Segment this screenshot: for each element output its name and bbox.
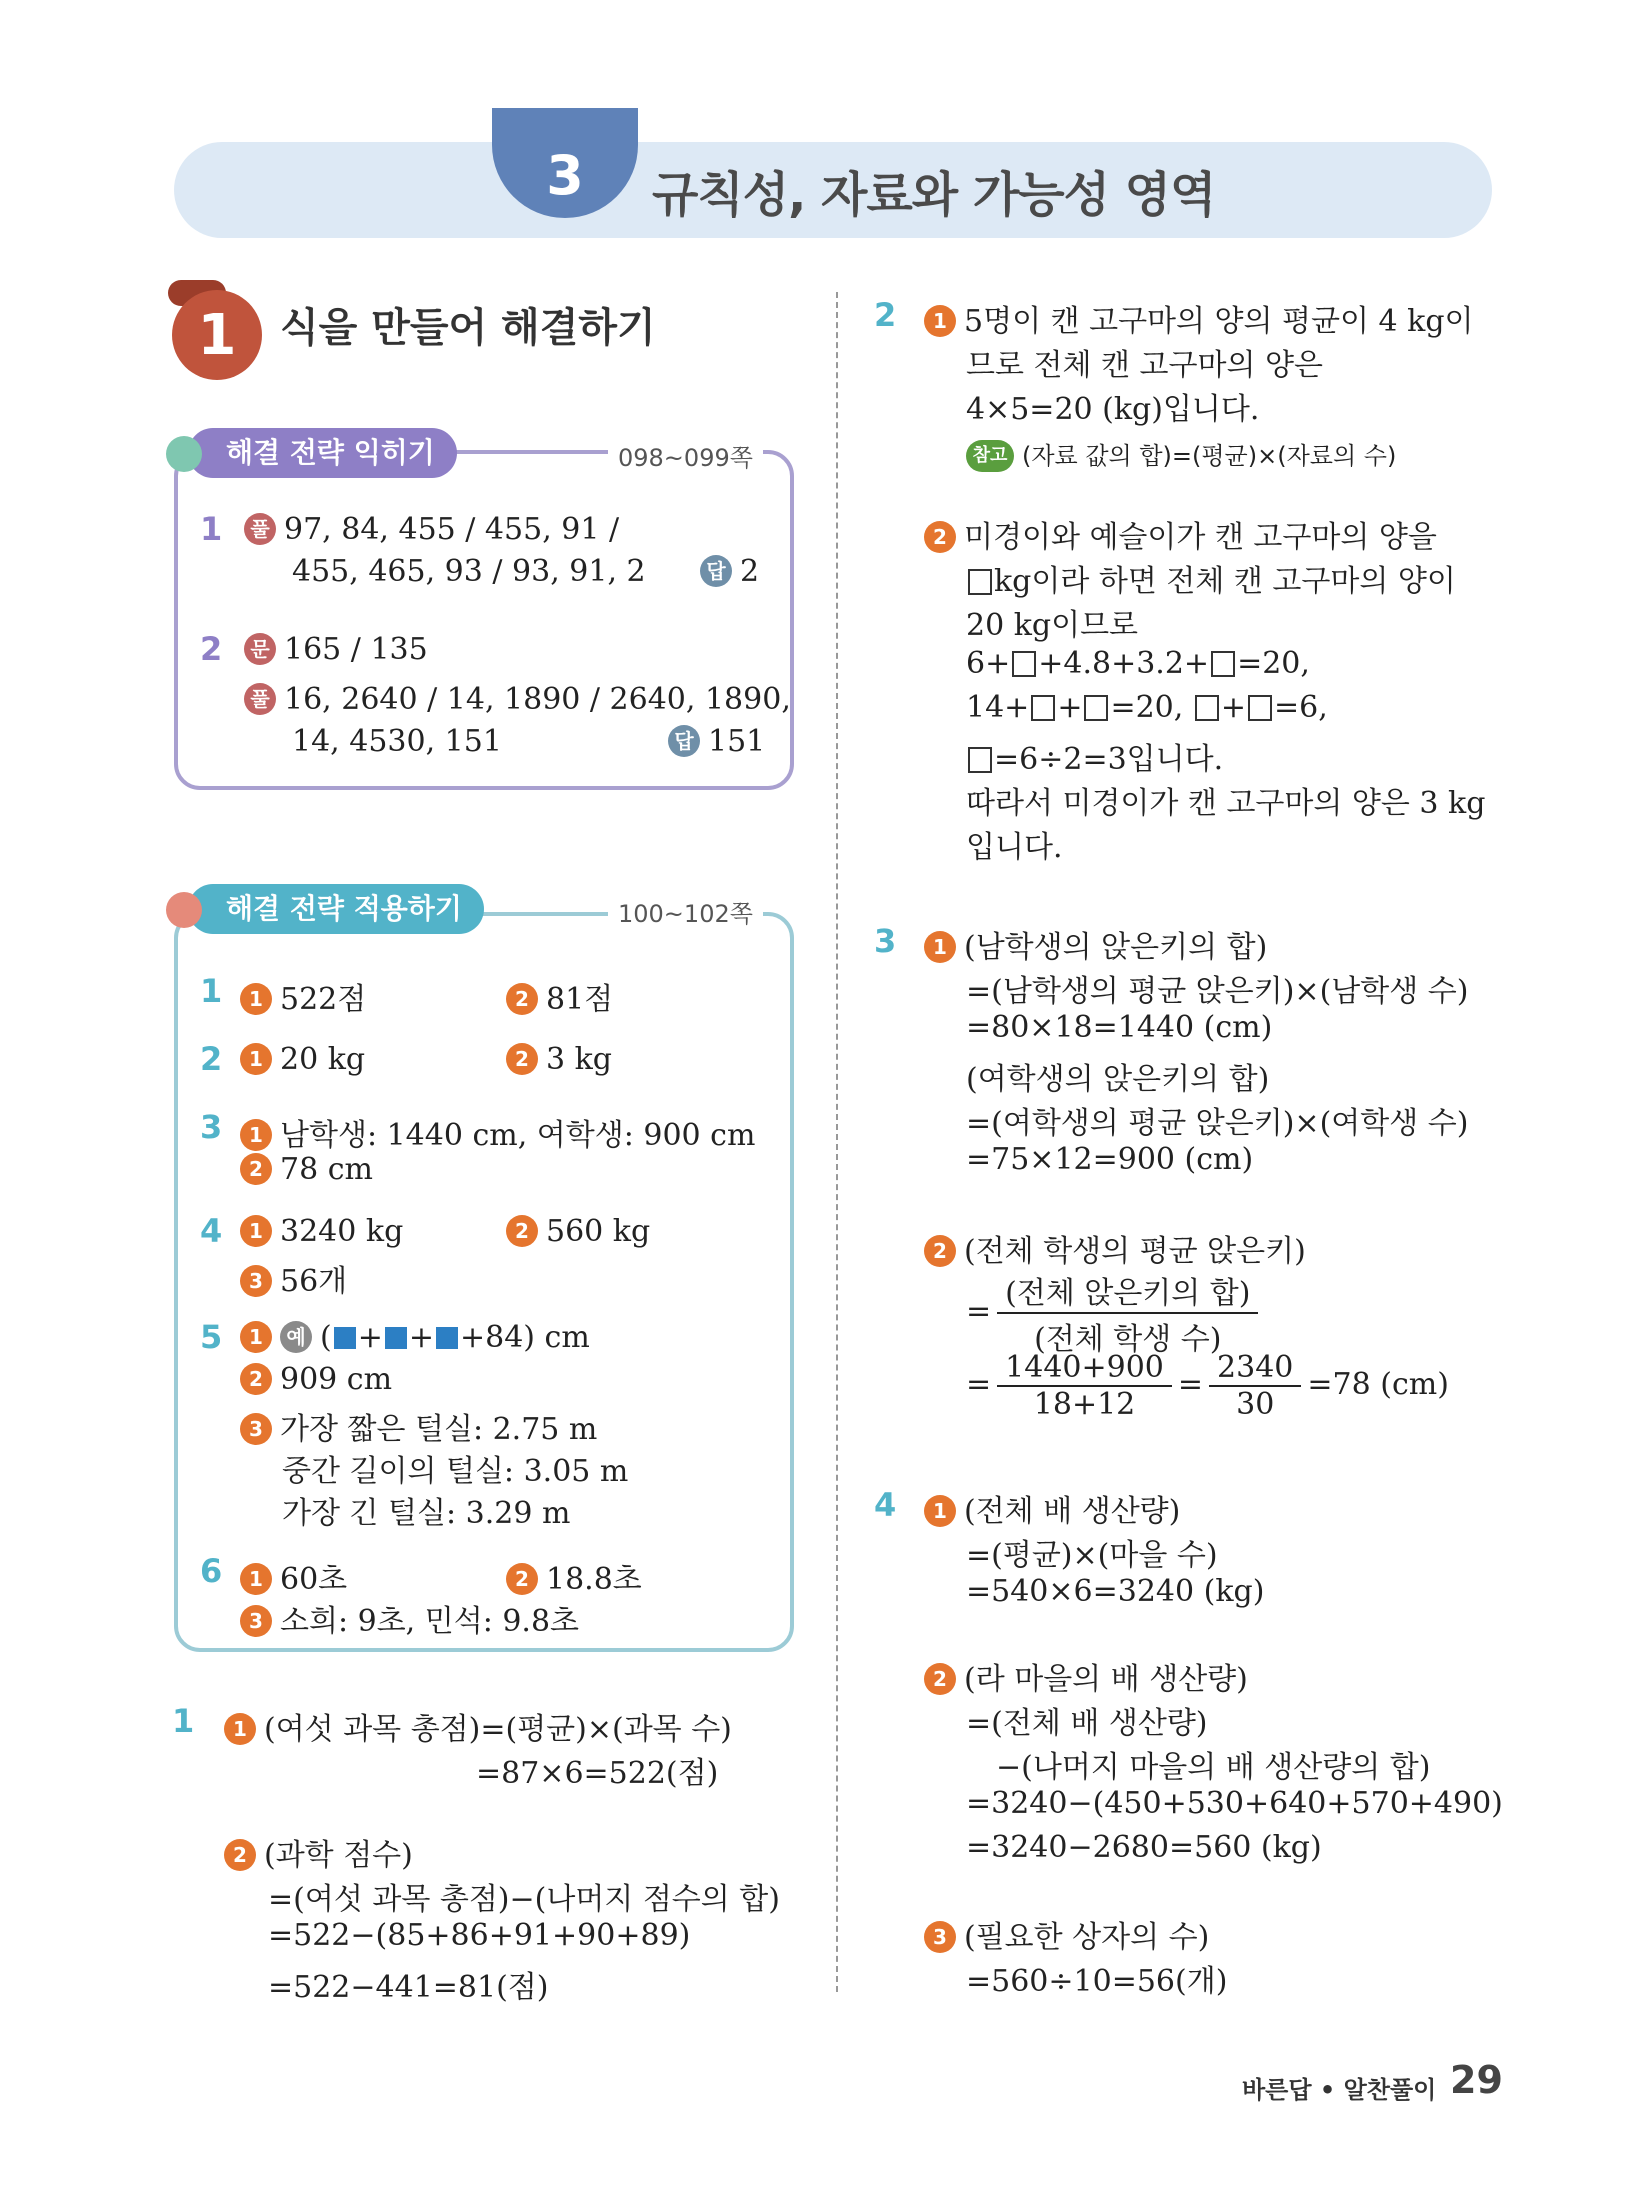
answer-marker-icon: 답: [668, 725, 700, 757]
solution-line: =(평균)×(마을 수): [966, 1538, 1218, 1573]
answer-part: 2 18.8초: [506, 1554, 642, 1598]
solution-line: 따라서 미경이가 캔 고구마의 양은 3 kg: [966, 786, 1486, 821]
problem-number: 1: [172, 1702, 195, 1740]
answer-part: 3 소희: 9초, 민석: 9.8초: [240, 1596, 579, 1640]
step-1-icon: 1: [240, 1215, 272, 1247]
solution-line: 1 (전체 배 생산량): [924, 1486, 1180, 1530]
blank-box-icon: [1084, 695, 1108, 721]
blank-box-icon: [968, 569, 992, 595]
blue-square-icon: [334, 1327, 356, 1349]
solution-line: kg이라 하면 전체 캔 고구마의 양이: [966, 556, 1456, 600]
mascot-icon: [166, 892, 202, 928]
problem-number: 3: [200, 1108, 223, 1146]
note-line: 참고 (자료 값의 합)=(평균)×(자료의 수): [966, 436, 1396, 472]
section-title: 식을 만들어 해결하기: [280, 305, 656, 351]
answer-part: 1 3240 kg: [240, 1214, 403, 1249]
fraction: $\frac{2340}{30}$: [1209, 1350, 1301, 1422]
blank-box-icon: [1195, 695, 1219, 721]
solution-line: =(여섯 과목 총점)−(나머지 점수의 합): [268, 1882, 780, 1917]
chapter-number: 3: [546, 144, 584, 207]
solution-line: −(나머지 마을의 배 생산량의 합): [996, 1750, 1431, 1785]
problem-number: 2: [874, 296, 897, 334]
solution-line: 므로 전체 캔 고구마의 양은: [966, 348, 1323, 383]
fraction-line: = $\frac{\text{(전체 앉은키의 합)}}{\text{(전체 학생 수)}}$: [966, 1268, 1264, 1358]
problem-number: 1: [200, 510, 223, 548]
page-range: 098~099쪽: [608, 438, 763, 473]
solution-line: 2 미경이와 예슬이가 캔 고구마의 양을: [924, 512, 1437, 556]
answer-part: 1 예 ( + + +84) cm: [240, 1320, 590, 1355]
answer-part: 3 56개: [240, 1256, 347, 1300]
step-1-icon: 1: [240, 1043, 272, 1075]
note-marker-icon: 참고: [966, 440, 1014, 472]
solution-line: =87×6=522(점): [476, 1756, 719, 1791]
step-3-icon: 3: [924, 1921, 956, 1953]
answer-part: 1 남학생: 1440 cm, 여학생: 900 cm: [240, 1110, 755, 1154]
step-1-icon: 1: [924, 305, 956, 337]
answer-part: 2 560 kg: [506, 1214, 650, 1249]
blank-box-icon: [968, 747, 992, 773]
problem-number: 2: [200, 1040, 223, 1078]
solution-line: 3 (필요한 상자의 수): [924, 1912, 1209, 1956]
question-line: 문 165 / 135: [244, 632, 428, 667]
solution-line: =(전체 배 생산량): [966, 1706, 1208, 1741]
fraction: $\frac{1440+900}{18+12}$: [997, 1350, 1172, 1422]
fraction-line: = $\frac{1440+900}{18+12}$ = $\frac{2340}{30}$ =78 (cm): [966, 1350, 1449, 1422]
answer-part: 1 60초: [240, 1554, 347, 1598]
step-2-icon: 2: [506, 1563, 538, 1595]
solution-line: =3240−(450+530+640+570+490): [966, 1786, 1503, 1821]
solution-line: =522−(85+86+91+90+89): [268, 1918, 691, 1953]
solution-line: =522−441=81(점): [268, 1970, 549, 2005]
example-marker-icon: 예: [280, 1321, 312, 1353]
step-3-icon: 3: [240, 1413, 272, 1445]
step-1-icon: 1: [924, 1495, 956, 1527]
solution-line: =(여학생의 평균 앉은키)×(여학생 수): [966, 1106, 1469, 1141]
answer-part: 2 81점: [506, 974, 613, 1018]
answer-part: 1 20 kg: [240, 1042, 365, 1077]
strategy-apply-tab: [188, 884, 484, 934]
solution-line: 1 (여섯 과목 총점)=(평균)×(과목 수): [224, 1704, 732, 1748]
step-1-icon: 1: [924, 931, 956, 963]
problem-number: 4: [200, 1212, 223, 1250]
solution-line: (여학생의 앉은키의 합): [966, 1062, 1270, 1097]
problem-number: 4: [874, 1486, 897, 1524]
answer-part: 2 3 kg: [506, 1042, 612, 1077]
problem-number: 5: [200, 1318, 223, 1356]
solution-marker-icon: 풀: [244, 683, 276, 715]
mascot-icon: [166, 436, 202, 472]
answer: 답 2: [700, 554, 759, 589]
solution-line: =75×12=900 (cm): [966, 1142, 1254, 1177]
footer-book-title: 바른답 • 알찬풀이: [1242, 2076, 1437, 2104]
step-2-icon: 2: [924, 1663, 956, 1695]
solution-line: 455, 465, 93 / 93, 91, 2: [292, 554, 646, 589]
column-divider: [836, 292, 838, 1992]
question-marker-icon: 문: [244, 633, 276, 665]
answer-part: 2 909 cm: [240, 1362, 392, 1397]
solution-line: 2 (전체 학생의 평균 앉은키): [924, 1226, 1306, 1270]
step-2-icon: 2: [506, 1043, 538, 1075]
step-2-icon: 2: [224, 1839, 256, 1871]
blank-box-icon: [1211, 651, 1235, 677]
page-number: 29: [1450, 2058, 1503, 2102]
blank-box-icon: [1012, 651, 1036, 677]
solution-line: =3240−2680=560 (kg): [966, 1830, 1322, 1865]
step-2-icon: 2: [506, 983, 538, 1015]
equation-line: =6÷2=3입니다.: [966, 734, 1223, 778]
solution-line: =540×6=3240 (kg): [966, 1574, 1265, 1609]
solution-line: 입니다.: [966, 830, 1063, 865]
step-2-icon: 2: [924, 1235, 956, 1267]
solution-line: 2 (라 마을의 배 생산량): [924, 1654, 1248, 1698]
answer-part: 가장 긴 털실: 3.29 m: [282, 1496, 571, 1531]
step-2-icon: 2: [240, 1153, 272, 1185]
answer-part: 1 522점: [240, 974, 366, 1018]
blue-square-icon: [436, 1327, 458, 1349]
solution-marker-icon: 풀: [244, 513, 276, 545]
equation-line: 6+ +4.8+3.2+ =20,: [966, 646, 1310, 681]
step-3-icon: 3: [240, 1265, 272, 1297]
step-2-icon: 2: [924, 521, 956, 553]
blank-box-icon: [1248, 695, 1272, 721]
section-number: 1: [172, 290, 262, 380]
fraction: $\frac{\text{(전체 앉은키의 합)}}{\text{(전체 학생 수)}}$: [997, 1268, 1258, 1358]
problem-number: 6: [200, 1552, 223, 1590]
blue-square-icon: [385, 1327, 407, 1349]
answer-part: 3 가장 짧은 털실: 2.75 m: [240, 1404, 597, 1448]
equation-line: 14+ + =20, + =6,: [966, 690, 1328, 725]
solution-line: 1 (남학생의 앉은키의 합): [924, 922, 1267, 966]
strategy-apply-label: 해결 전략 적용하기: [226, 892, 462, 925]
solution-line: 1 5명이 캔 고구마의 양의 평균이 4 kg이: [924, 296, 1474, 340]
problem-number: 3: [874, 922, 897, 960]
solution-line: =560÷10=56(개): [966, 1964, 1228, 1999]
problem-number: 1: [200, 972, 223, 1010]
solution-line: 20 kg이므로: [966, 608, 1139, 643]
solution-line: 2 (과학 점수): [224, 1830, 413, 1874]
answer-part: 중간 길이의 털실: 3.05 m: [282, 1454, 629, 1489]
solution-line: 풀 16, 2640 / 14, 1890 / 2640, 1890,: [244, 682, 791, 717]
solution-line: =(남학생의 평균 앉은키)×(남학생 수): [966, 974, 1469, 1009]
step-1-icon: 1: [240, 983, 272, 1015]
step-3-icon: 3: [240, 1605, 272, 1637]
answer-marker-icon: 답: [700, 555, 732, 587]
step-1-icon: 1: [240, 1321, 272, 1353]
step-1-icon: 1: [240, 1563, 272, 1595]
step-1-icon: 1: [240, 1119, 272, 1151]
solution-line: 풀 97, 84, 455 / 455, 91 /: [244, 512, 619, 547]
strategy-learn-tab: [188, 428, 457, 478]
answer: 답 151: [668, 724, 765, 759]
blank-box-icon: [1031, 695, 1055, 721]
page-range: 100~102쪽: [608, 894, 763, 929]
solution-line: 4×5=20 (kg)입니다.: [966, 392, 1260, 427]
step-2-icon: 2: [506, 1215, 538, 1247]
solution-line: 14, 4530, 151: [292, 724, 502, 759]
solution-line: =80×18=1440 (cm): [966, 1010, 1273, 1045]
chapter-title: 규칙성, 자료와 가능성 영역: [652, 167, 1216, 223]
step-2-icon: 2: [240, 1363, 272, 1395]
answer-part: 2 78 cm: [240, 1152, 373, 1187]
step-1-icon: 1: [224, 1713, 256, 1745]
problem-number: 2: [200, 630, 223, 668]
strategy-learn-label: 해결 전략 익히기: [226, 436, 435, 469]
